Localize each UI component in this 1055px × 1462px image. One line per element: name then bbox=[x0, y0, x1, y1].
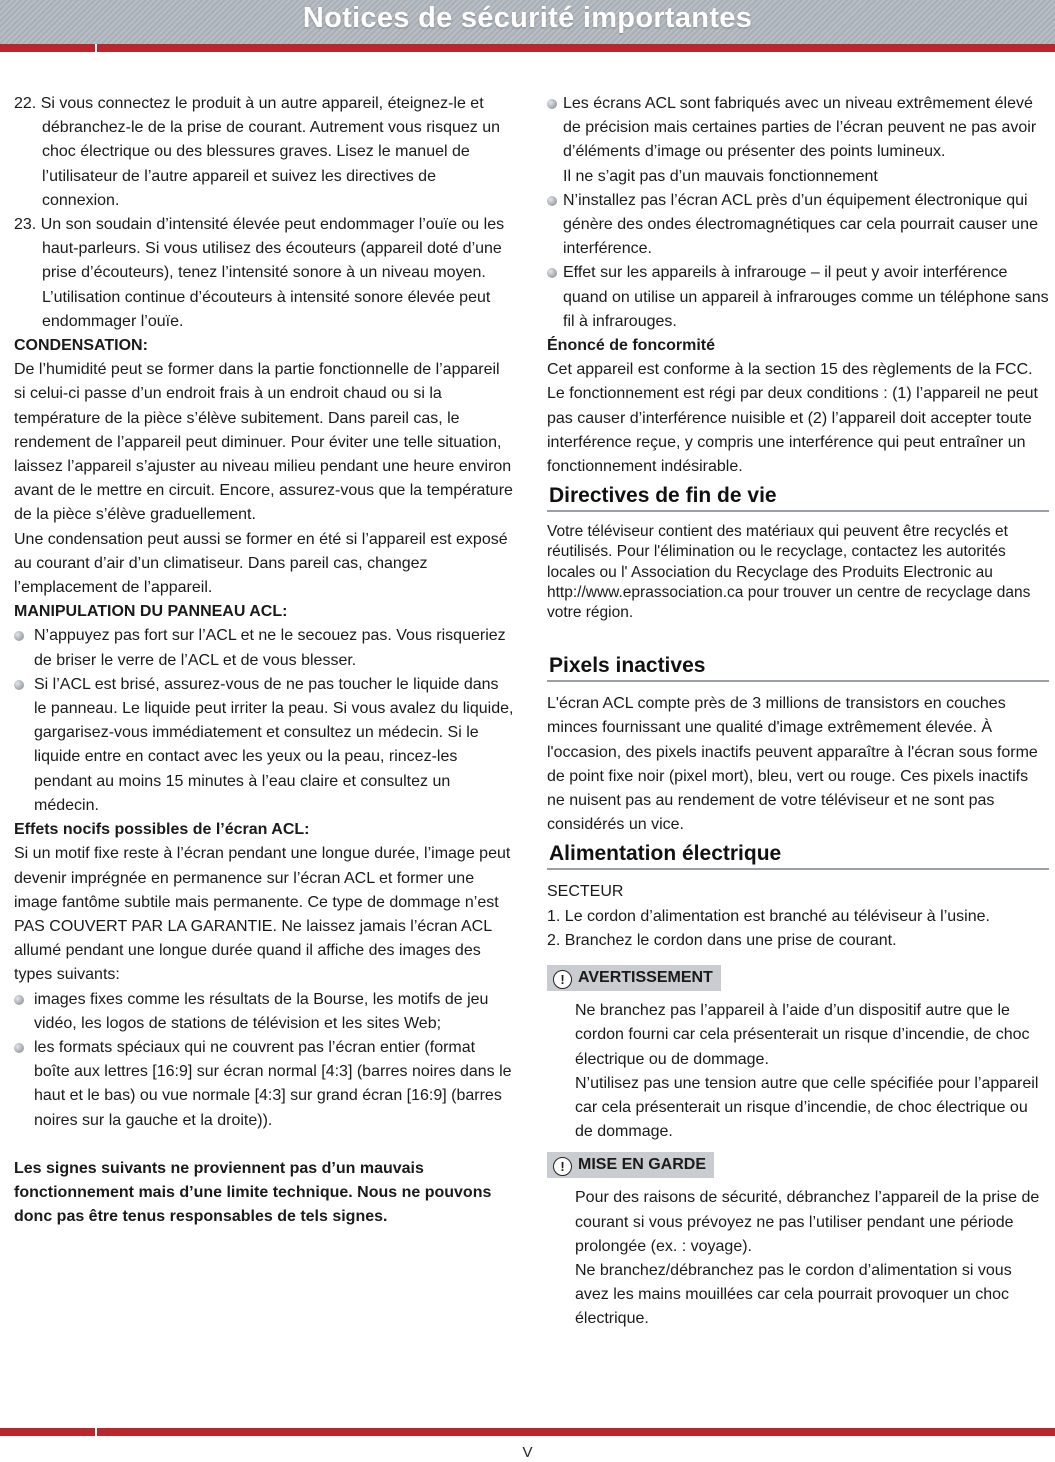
manipulation-heading: MANIPULATION DU PANNEAU ACL: bbox=[14, 603, 288, 621]
bullet-icon bbox=[14, 631, 24, 641]
caution-paragraph-1: Pour des raisons de sécurité, débranchez l’appareil de la prise de courant si vous prévoyez ne pas l’utiliser pendant une période prolongée (ex. : voyage). bbox=[575, 1189, 1040, 1255]
spacer bbox=[14, 1133, 514, 1157]
right-bullet-1-extra: Il ne s’agit pas d’un mauvais fonctionnement bbox=[563, 167, 878, 185]
bullet-icon bbox=[547, 196, 557, 206]
list-item bbox=[547, 261, 1049, 334]
effets-bullet-1: images fixes comme les résultats de la Bourse, les motifs de jeu vidéo, les logos de stations de télévision et les sites Web; bbox=[34, 990, 489, 1032]
exclamation-icon: ! bbox=[553, 1157, 572, 1176]
condensation-paragraph-1: De l’humidité peut se former dans la partie fonctionnelle de l’appareil si celui-ci passe d’un endroit frais à un endroit chaud ou si la température de la pièce s’élève subitement. Dans pareil cas, le rendement de l’appareil peut diminuer. Pour éviter une telle situation, laissez l’appareil s’ajuster au niveau milieu pendant une heure environ avant de le mettre en circuit. Encore, assurez-vous que la température de la pièce s’élève graduellement. bbox=[14, 361, 513, 524]
exclamation-icon: ! bbox=[553, 970, 572, 989]
directives-paragraph: Votre téléviseur contient des matériaux qui peuvent être recyclés et réutilisés. Pour l'élimination ou le recyclage, contactez les autorités locales ou l' Association du Recyclage des Produits Electronic au http://www.eprassociation.ca pour trouver un centre de recyclage dans votre région. bbox=[547, 523, 1031, 622]
pixels-paragraph: L'écran ACL compte près de 3 millions de transistors en couches minces fournissant une qualité d'image extrêmement élevée. À l'occasion, des pixels inactifs peuvent apparaître à l'écran sous forme de point fixe noir (pixel mort), bleu, vert ou rouge. Ces pixels inactifs ne nuisent pas au rendement de votre téléviseur et ne sont pas considérés un vice. bbox=[547, 695, 1038, 834]
page-number: V bbox=[522, 1444, 533, 1461]
effets-bullet-2: les formats spéciaux qui ne couvrent pas l’écran entier (format boîte aux lettres [16:9] sur écran normal [4:3] (barres noires dans le haut et le bas) ou vue normale [4:3] sur grand écran [16:9] (barres noires sur la gauche et la droite)). bbox=[34, 1038, 512, 1129]
condensation-heading: CONDENSATION: bbox=[14, 337, 148, 355]
condensation-paragraph-2: Une condensation peut aussi se former en été si l’appareil est exposé au courant d’air d’un climatiseur. Dans pareil cas, changez l’emplacement de l’appareil. bbox=[14, 530, 508, 597]
directives-title: Directives de fin de vie bbox=[547, 482, 1049, 512]
right-bullet-2: N’installez pas l’écran ACL près d’un équipement électronique qui génère des ondes électromagnétiques car cela pourrait causer une interférence. bbox=[563, 191, 1038, 258]
bullet-icon bbox=[14, 680, 24, 690]
spacer bbox=[547, 623, 1049, 649]
manipulation-bullet-2: Si l’ACL est brisé, assurez-vous de ne pas toucher le liquide dans le panneau. Le liquide peut irriter la peau. Si vous avalez du liquide, gargarisez-vous immédiatement et consultez un médecin. Si le liquide entre en contact avec les yeux ou la peau, rincez-les pendant au moins 15 minutes à l’eau claire et consultez un médecin. bbox=[34, 675, 514, 814]
footer-divider bbox=[0, 1428, 1055, 1436]
fcc-paragraph: Cet appareil est conforme à la section 15 des règlements de la FCC. Le fonctionnement est régi par deux conditions : (1) l’appareil ne peut pas causer d’interférence nuisible et (2) l’appareil doit accepter toute interférence reçue, y compris une interférence qui peut entraîner un fonctionnement indésirable. bbox=[547, 361, 1038, 476]
manipulation-bullet-1: N’appuyez pas fort sur l’ACL et ne le secouez pas. Vous risqueriez de briser le verre de l’ACL et de vous blesser. bbox=[34, 627, 506, 669]
fcc-heading: Énoncé de foncormité bbox=[547, 337, 716, 355]
pixels-title: Pixels inactives bbox=[547, 652, 1049, 682]
header-divider bbox=[0, 44, 1055, 52]
warning-paragraph-1: Ne branchez pas l’appareil à l’aide d’un dispositif autre que le cordon fourni car cela présenterait un risque d’incendie, de choc électrique ou de dommage. bbox=[575, 1002, 1030, 1068]
closing-bold-paragraph: Les signes suivants ne proviennent pas d’un mauvais fonctionnement mais d’une limite technique. Nous ne pouvons donc pas être tenus responsables de tels signes. bbox=[14, 1159, 492, 1226]
effets-heading: Effets nocifs possibles de l’écran ACL: bbox=[14, 821, 310, 839]
list-item bbox=[14, 624, 514, 672]
list-item bbox=[14, 988, 514, 1036]
bullet-icon bbox=[14, 995, 24, 1005]
caution-label: MISE EN GARDE bbox=[578, 1156, 707, 1174]
bullet-icon bbox=[547, 268, 557, 278]
warning-paragraph-2: N’utilisez pas une tension autre que celle spécifiée pour l’appareil car cela présenterait un risque d’incendie, de choc électrique ou de dommage. bbox=[575, 1074, 1039, 1141]
alimentation-step-2: 2. Branchez le cordon dans une prise de courant. bbox=[547, 931, 897, 949]
list-item bbox=[547, 189, 1049, 262]
right-bullet-3: Effet sur les appareils à infrarouge – il peut y avoir interférence quand on utilise un appareil à infrarouges comme un téléphone sans fil à infrarouges. bbox=[563, 264, 1049, 330]
secteur-label: SECTEUR bbox=[547, 883, 624, 901]
page-title: Notices de sécurité importantes bbox=[302, 2, 753, 34]
item-23: 23. Un son soudain d’intensité élevée peut endommager l’ouïe ou les haut-parleurs. Si vous utilisez des écouteurs (appareil doté d’une prise d’écouteurs), tenez l’intensité sonore à un niveau moyen. L’utilisation continue d’écouteurs à intensité sonore élevée peut endommager l’ouïe. bbox=[14, 216, 505, 330]
caution-badge bbox=[547, 1152, 714, 1178]
list-item bbox=[14, 1036, 514, 1133]
right-column bbox=[547, 92, 1049, 1332]
alimentation-step-1: 1. Le cordon d’alimentation est branché au téléviseur à l’usine. bbox=[547, 907, 990, 925]
right-bullet-1: Les écrans ACL sont fabriqués avec un niveau extrêmement élevé de précision mais certaines parties de l’écran peuvent ne pas avoir d’éléments d’image ou présenter des points lumineux. bbox=[563, 95, 1037, 161]
bullet-icon bbox=[14, 1043, 24, 1053]
bullet-icon bbox=[547, 99, 557, 109]
left-column bbox=[14, 92, 514, 1229]
alimentation-title: Alimentation électrique bbox=[547, 840, 1049, 870]
list-item bbox=[547, 92, 1049, 189]
warning-label: AVERTISSEMENT bbox=[578, 969, 713, 987]
caution-paragraph-2: Ne branchez/débranchez pas le cordon d’alimentation si vous avez les mains mouillées car cela pourrait provoquer un choc électrique. bbox=[575, 1261, 1012, 1328]
list-item bbox=[14, 673, 514, 818]
effets-paragraph: Si un motif fixe reste à l’écran pendant une longue durée, l’image peut devenir imprégnée en permanence sur l’écran ACL et former une image fantôme subtile mais permanente. Ce type de dommage n’est PAS COUVERT PAR LA GARANTIE. Ne laissez jamais l’écran ACL allumé pendant une longue durée quand il affiche des images des types suivants: bbox=[14, 845, 511, 984]
warning-badge bbox=[547, 965, 721, 991]
item-22: 22. Si vous connectez le produit à un autre appareil, éteignez-le et débranchez-le de la prise de courant. Autrement vous risquez un choc électrique ou des blessures graves. Lisez le manuel de l’utilisateur de l’autre appareil et suivez les directives de connexion. bbox=[14, 95, 501, 209]
